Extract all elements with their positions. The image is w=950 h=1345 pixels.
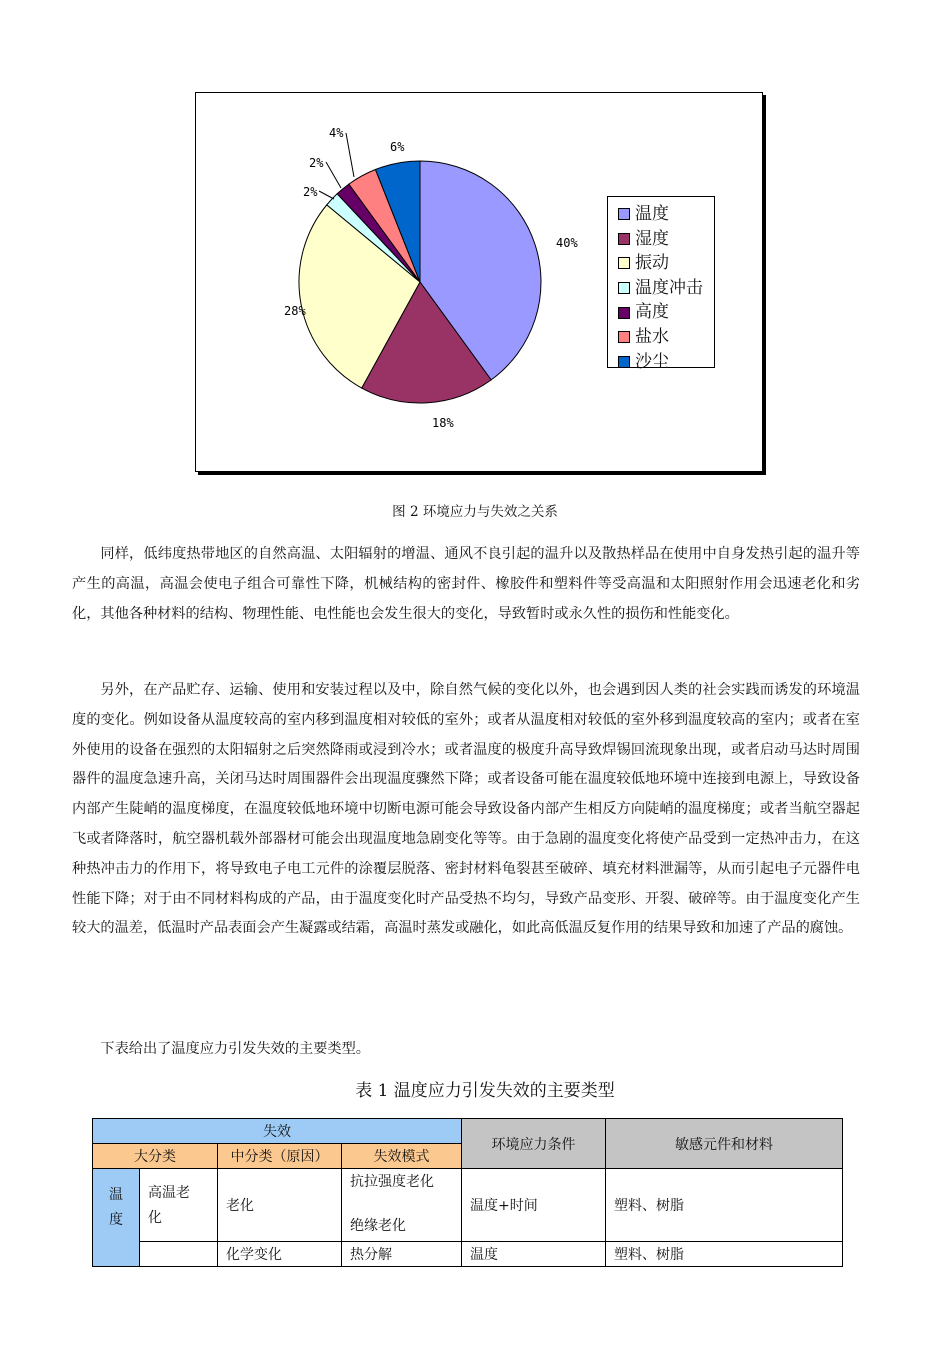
failure-mode-cell <box>342 1169 462 1242</box>
pie-data-label-2: 28% <box>284 304 306 318</box>
legend-label: 高度 <box>635 302 669 323</box>
pie-chart-figure <box>195 92 763 472</box>
legend-label: 盐水 <box>635 326 669 347</box>
failure-mode-tensile: 抗拉强度老化 <box>350 1174 434 1190</box>
legend-swatch <box>618 233 630 245</box>
header-failure: 失效 <box>93 1119 462 1144</box>
header-sensitive-material: 敏感元件和材料 <box>606 1119 843 1169</box>
legend-swatch <box>618 208 630 220</box>
legend-label: 湿度 <box>635 228 669 249</box>
legend-item-4 <box>618 300 714 325</box>
pie-data-label-0: 40% <box>556 236 578 250</box>
paragraph-high-temperature: 同样，低纬度热带地区的自然高温、太阳辐射的增温、通风不良引起的温升以及散热样品在使用中自身发热引起的温升等产生的高温，高温会使电子组合可靠性下降，机械结构的密封件、橡胶件和塑料件等受高温和太阳照射作用会迅速老化和劣化，其他各种材料的结构、物理性能、电性能也会发生很大的变化，导致暂时或永久性的损伤和性能变化。 <box>72 546 860 622</box>
legend-label: 温度冲击 <box>635 277 703 298</box>
header-environmental-condition: 环境应力条件 <box>462 1119 606 1169</box>
pie-data-label-5: 4% <box>329 126 344 140</box>
header-major-category: 大分类 <box>93 1144 218 1169</box>
legend-swatch <box>618 257 630 269</box>
failure-mode-thermal-decomposition: 热分解 <box>342 1242 462 1267</box>
legend-swatch <box>618 307 630 319</box>
middle-category-chemical: 化学变化 <box>218 1242 342 1267</box>
major-category-label: 温度 <box>109 1187 123 1228</box>
legend-item-2 <box>618 251 714 276</box>
pie-data-label-3: 2% <box>303 185 318 199</box>
legend-item-1 <box>618 227 714 252</box>
legend-label: 沙尘 <box>635 351 669 372</box>
pie-leader-line-5 <box>346 133 354 177</box>
pie-leader-line-3 <box>319 191 334 199</box>
chart-legend <box>607 196 715 372</box>
middle-category-aging: 老化 <box>218 1169 342 1242</box>
legend-label: 振动 <box>635 253 669 274</box>
legend-item-5 <box>618 325 714 350</box>
pie-data-label-1: 18% <box>432 416 454 430</box>
legend-swatch <box>618 282 630 294</box>
condition-temperature: 温度 <box>462 1242 606 1267</box>
pie-leader-line-4 <box>326 162 341 188</box>
sub-category-empty <box>140 1242 218 1267</box>
material-plastic-resin-2: 塑料、树脂 <box>606 1242 843 1267</box>
header-failure-mode: 失效模式 <box>342 1144 462 1169</box>
failure-mode-insulation: 绝缘老化 <box>350 1218 406 1234</box>
legend-label: 温度 <box>635 204 669 224</box>
table-caption: 表 1 温度应力引发失效的主要类型 <box>355 1081 615 1101</box>
pie-data-label-6: 6% <box>390 140 405 154</box>
legend-swatch <box>618 356 630 368</box>
header-middle-category: 中分类（原因） <box>218 1144 342 1169</box>
major-category-temperature <box>93 1169 140 1267</box>
paragraph-table-intro: 下表给出了温度应力引发失效的主要类型。 <box>100 1041 370 1057</box>
legend-item-0 <box>618 202 714 227</box>
sub-category-cell <box>140 1169 218 1242</box>
legend-swatch <box>618 331 630 343</box>
condition-temperature-time: 温度+时间 <box>462 1169 606 1242</box>
pie-data-label-4: 2% <box>309 156 324 170</box>
figure-caption: 图 2 环境应力与失效之关系 <box>392 504 558 520</box>
material-plastic-resin: 塑料、树脂 <box>606 1169 843 1242</box>
sub-category-label: 高温老化 <box>148 1185 190 1226</box>
failure-type-table <box>92 1118 843 1267</box>
legend-item-3 <box>618 276 714 301</box>
paragraph-temperature-change: 另外，在产品贮存、运输、使用和安装过程以及中，除自然气候的变化以外，也会遇到因人类的社会实践而诱发的环境温度的变化。例如设备从温度较高的室内移到温度相对较低的室外；或者从温度相对较低的室外移到温度较高的室内；或者在室外使用的设备在强烈的太阳辐射之后突然降雨或浸到冷水；或者温度的极度升高导致焊锡回流现象出现，或者启动马达时周围器件的温度急速升高，关闭马达时周围器件会出现温度骤然下降；或者设备可能在温度较低地环境中连接到电源上，导致设备内部产生陡峭的温度梯度，在温度较低地环境中切断电源可能会导致设备内部产生相反方向陡峭的温度梯度；或者当航空器起飞或者降落时，航空器机载外部器材可能会出现温度地急剧变化等等。由于急剧的温度变化将使产品受到一定热冲击力，在这种热冲击力的作用下，将导致电子电工元件的涂覆层脱落、密封材料龟裂甚至破碎、填充材料泄漏等，从而引起电子元器件电性能下降；对于由不同材料构成的产品，由于温度变化时产品受热不均匀，导致产品变形、开裂、破碎等。由于温度变化产生较大的温差，低温时产品表面会产生凝露或结霜，高温时蒸发或融化，如此高低温反复作用的结果导致和加速了产品的腐蚀。 <box>72 682 860 937</box>
legend-item-6 <box>618 350 714 375</box>
